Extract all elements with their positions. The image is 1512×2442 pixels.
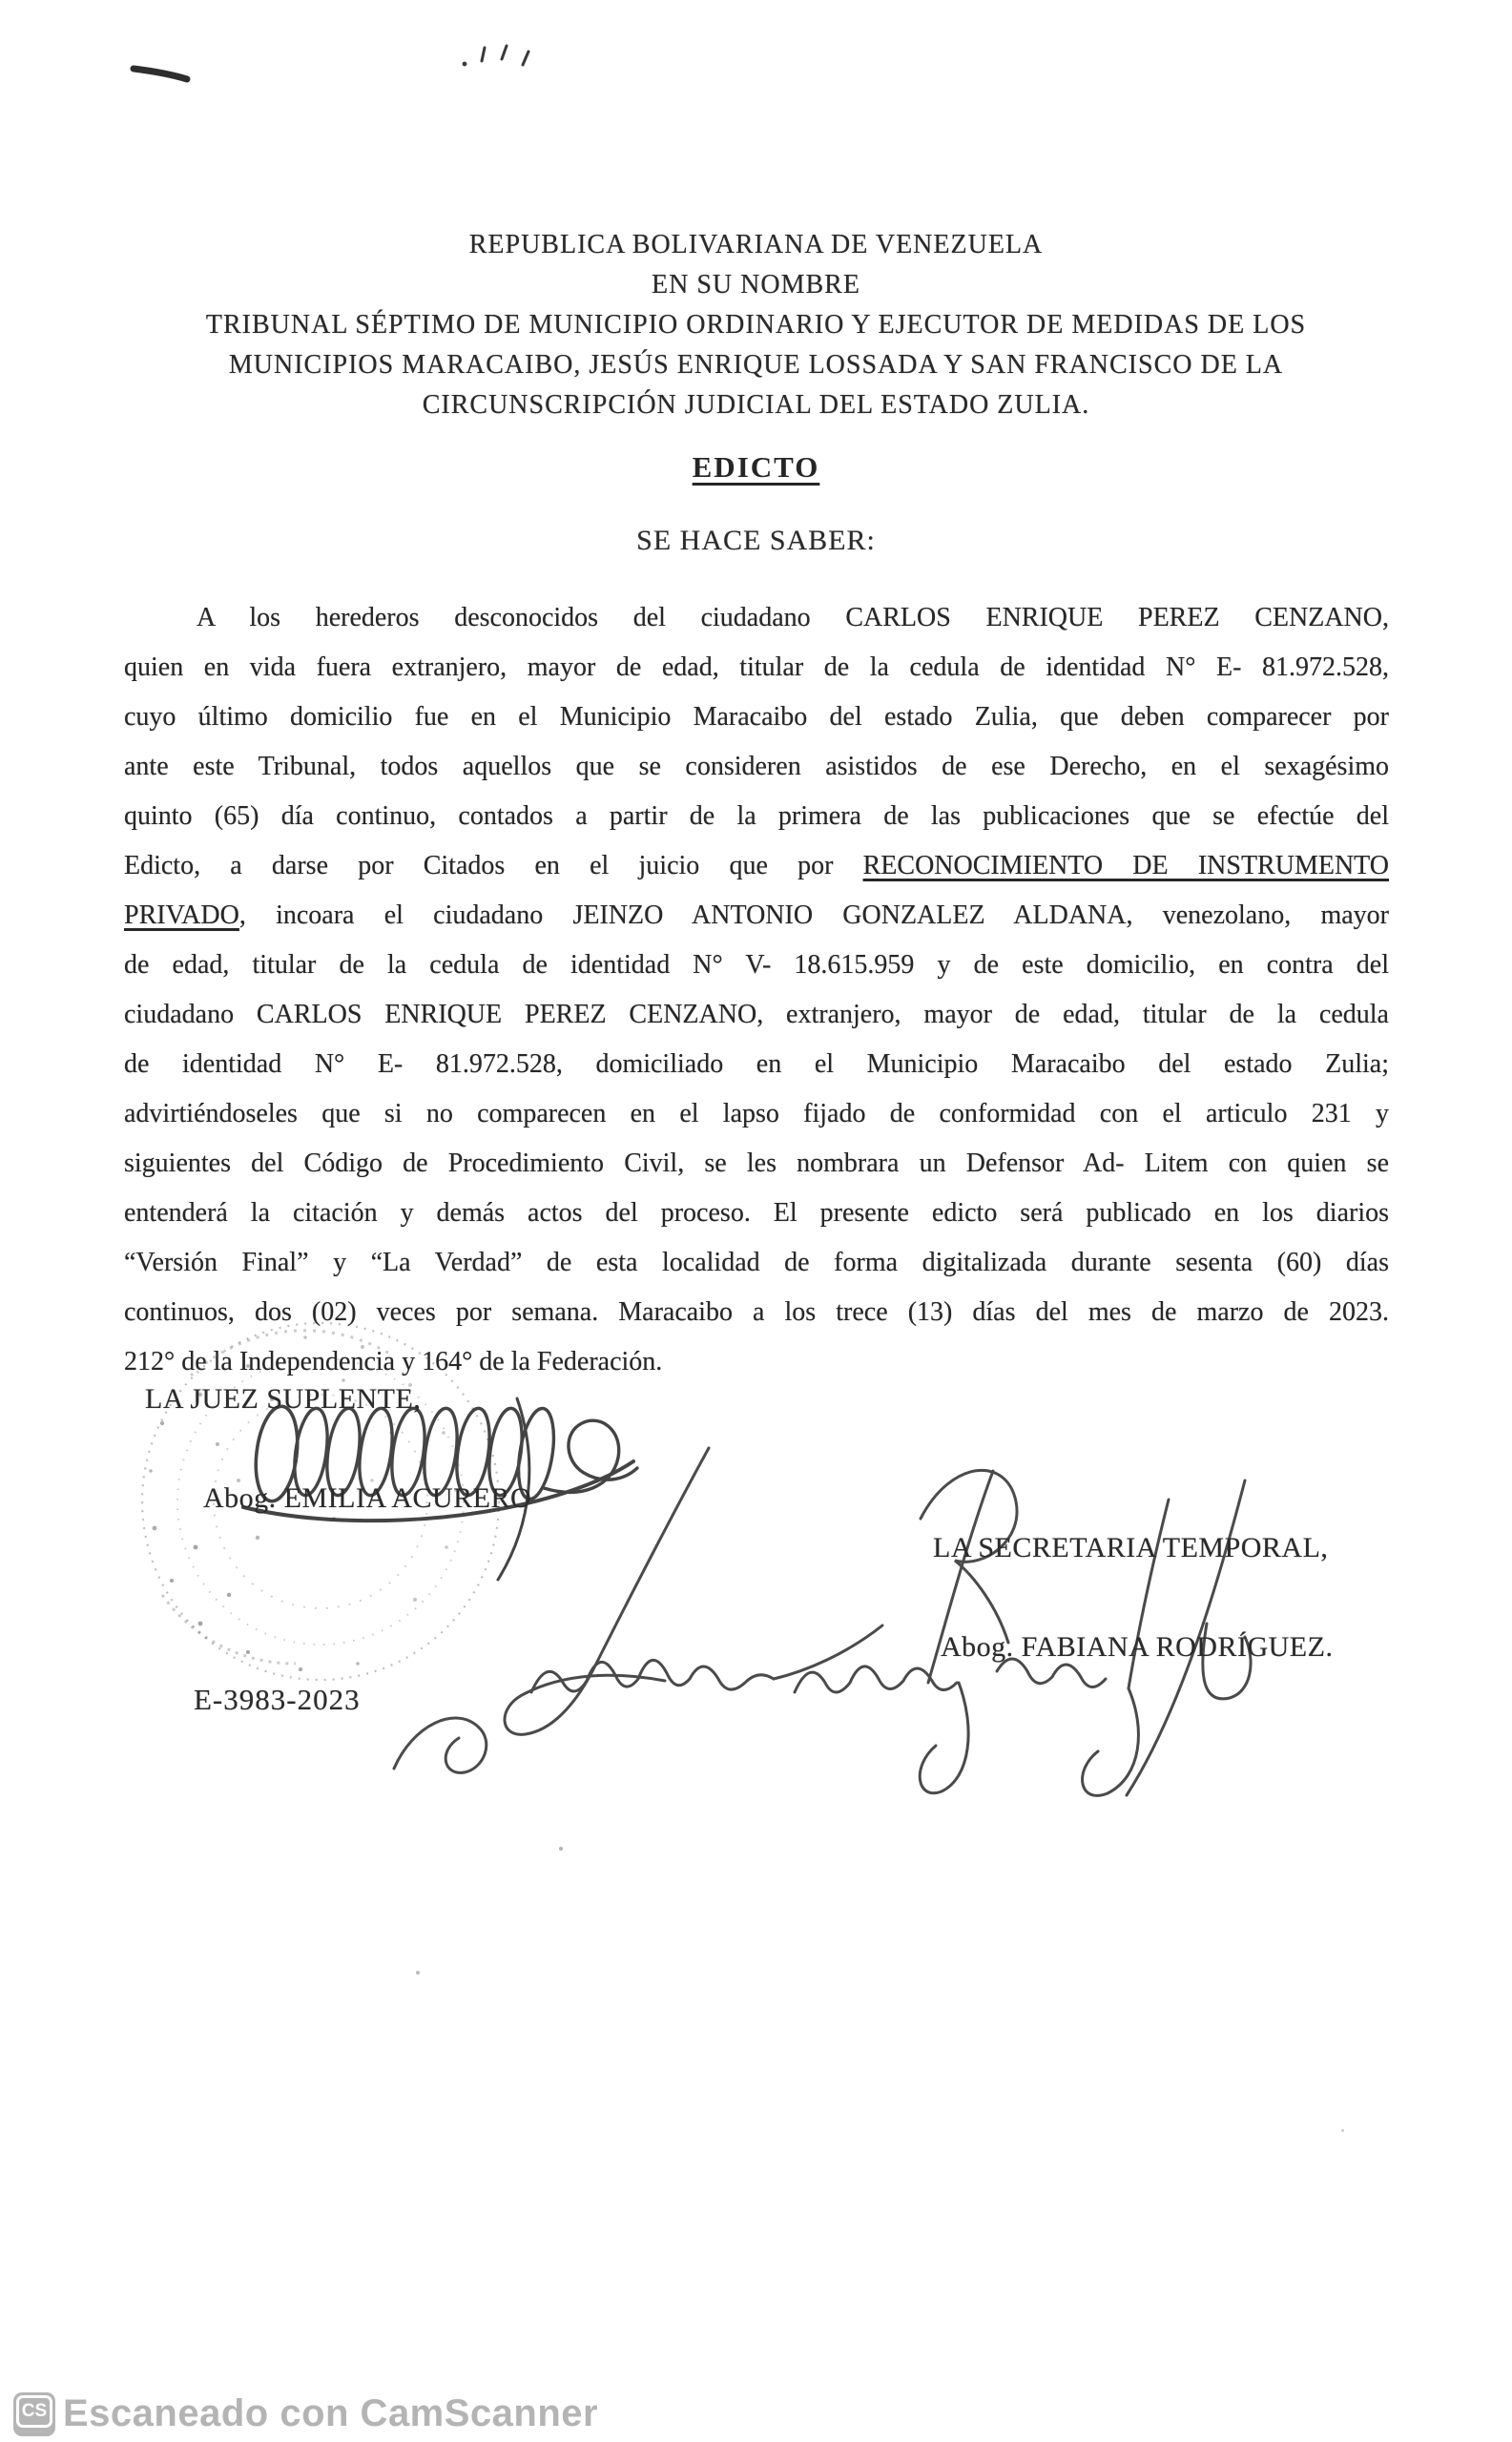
secretary-name: Abog. FABIANA RODRÍGUEZ. [941,1631,1334,1663]
underlined-text-segment: RECONOCIMIENTO DE INSTRUMENTO [862,851,1389,880]
camscanner-badge-icon [13,2392,55,2436]
edict-body-line [124,1189,1389,1238]
text-segment: quinto (65) día continuo, contados a partir de la primera de las publicaciones que se efectúe del [124,801,1389,831]
secretary-title: LA SECRETARIA TEMPORAL, [933,1532,1329,1563]
case-reference: E-3983-2023 [194,1683,361,1716]
text-segment: siguientes del Código de Procedimiento Civil, se les nombrara un Defensor Ad- Litem con quien se [124,1149,1389,1178]
edict-body-line [124,1337,1389,1387]
edict-body-line [124,941,1389,990]
edict-body-line [124,693,1389,742]
camscanner-footer-text: Escaneado con CamScanner [63,2392,599,2434]
text-segment: 212° de la Independencia y 164° de la Federación. [124,1347,663,1376]
edict-body-line [124,1238,1389,1288]
scan-speck [559,1847,563,1851]
text-segment: ciudadano CARLOS ENRIQUE PEREZ CENZANO, extranjero, mayor de edad, titular de la cedula [124,1000,1389,1029]
edict-body-line [124,1040,1389,1089]
text-segment: A los herederos desconocidos del ciudadano CARLOS ENRIQUE PEREZ CENZANO, [197,603,1389,632]
edict-body-line [124,742,1389,792]
court-header-line: EN SU NOMBRE [652,270,860,300]
underlined-text-segment: PRIVADO [124,900,239,930]
text-segment: ante este Tribunal, todos aquellos que se consideren asistidos de ese Derecho, en el sexagésimo [124,752,1389,781]
scan-speck [416,1971,420,1975]
edict-body-line [124,643,1389,693]
judge-title: LA JUEZ SUPLENTE, [145,1383,422,1415]
court-header-line: MUNICIPIOS MARACAIBO, JESÚS ENRIQUE LOSSADA Y SAN FRANCISCO DE LA [228,350,1284,380]
edict-body-line [124,990,1389,1040]
edict-body-line [124,1139,1389,1189]
ink-tick-marks [456,38,551,76]
document-title: EDICTO [692,450,820,484]
edict-body-line [124,1089,1389,1139]
text-segment: entenderá la citación y demás actos del proceso. El presente edicto será publicado en los diarios [124,1198,1389,1228]
ink-dash-mark [130,61,197,90]
edict-body-line [124,792,1389,841]
text-segment: , incoara el ciudadano JEINZO ANTONIO GONZALEZ ALDANA, venezolano, mayor [238,900,1389,930]
judge-name: Abog. EMILIA ACURERO [203,1482,532,1514]
text-segment: de identidad N° E- 81.972.528, domiciliado en el Municipio Maracaibo del estado Zulia; [124,1049,1389,1079]
edict-body-line [124,1288,1389,1337]
court-header [0,225,1512,425]
camscanner-badge-label: CS [16,2395,52,2428]
edict-body-line [124,593,1389,643]
text-segment: Edicto, a darse por Citados en el juicio que por [124,851,863,880]
court-header-line: TRIBUNAL SÉPTIMO DE MUNICIPIO ORDINARIO Y EJECUTOR DE MEDIDAS DE LOS [205,310,1307,340]
text-segment: “Versión Final” y “La Verdad” de esta localidad de forma digitalizada durante sesenta (60) días [124,1248,1389,1277]
edict-body [124,593,1389,1387]
text-segment: cuyo último domicilio fue en el Municipio Maracaibo del estado Zulia, que deben comparecer por [124,702,1389,732]
edict-body-line [124,841,1389,891]
edict-body-line [124,891,1389,941]
text-segment: de edad, titular de la cedula de identidad N° V- 18.615.959 y de este domicilio, en contra del [124,950,1389,980]
text-segment: quien en vida fuera extranjero, mayor de edad, titular de la cedula de identidad N° E- 81.972.528, [124,652,1389,682]
salutation-line: SE HACE SABER: [636,525,876,556]
court-header-line: CIRCUNSCRIPCIÓN JUDICIAL DEL ESTADO ZULIA. [422,390,1090,420]
scan-speck [1341,2129,1344,2132]
text-segment: continuos, dos (02) veces por semana. Maracaibo a los trece (13) días del mes de marzo de 2023. [124,1297,1389,1327]
court-header-line: REPUBLICA BOLIVARIANA DE VENEZUELA [468,230,1044,259]
text-segment: advirtiéndoseles que si no comparecen en el lapso fijado de conformidad con el articulo 231 y [124,1099,1389,1128]
